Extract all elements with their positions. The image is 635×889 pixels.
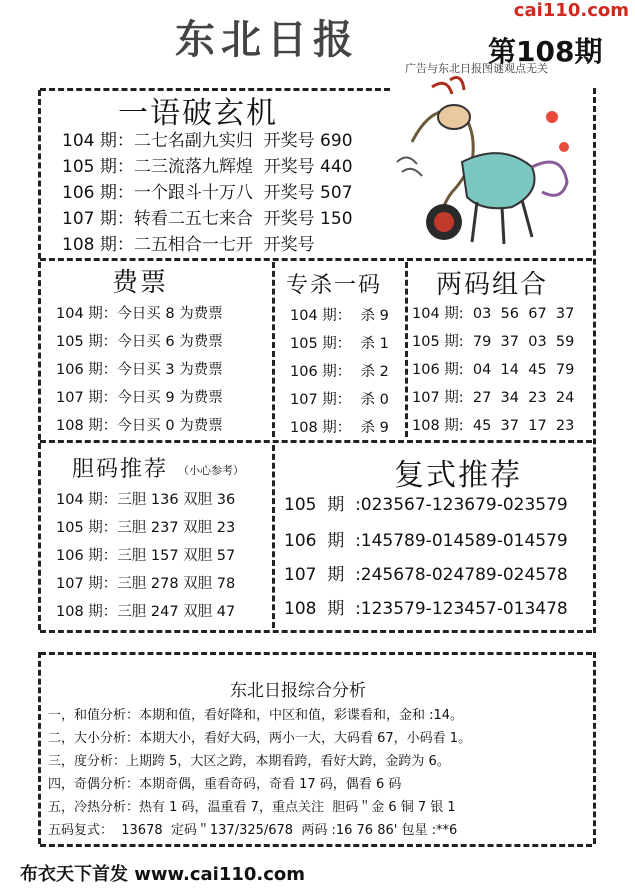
col-divider-2 xyxy=(405,262,408,437)
analysis-row: 四，奇偶分析：本期奇偶，重看奇码，奇看 17 码，偶看 6 码 xyxy=(48,777,402,792)
page-title: 东北日报 xyxy=(175,16,359,63)
col-divider-1 xyxy=(272,262,275,437)
zhuansha-row: 105 期： 杀 1 xyxy=(290,336,389,352)
analysis-row: 一，和值分析：本期和值，看好降和，中区和值，彩谍看和，金和 :14。 xyxy=(48,708,464,723)
analysis-row: 五，冷热分析：热有 1 码，温重看 7，重点关注 胆码＂金 6 铜 7 银 1 xyxy=(48,800,456,815)
yiyu-row: 104 期：二七名副九实归 开奖号 690 xyxy=(62,131,353,151)
danma-row: 104 期：三胆 136 双胆 36 xyxy=(56,492,236,508)
liangma-row: 106 期: 04 14 45 79 xyxy=(412,362,575,378)
analysis-bottom xyxy=(40,844,592,847)
liangma-row: 104 期: 03 56 67 37 xyxy=(412,306,575,322)
fushi-title: 复式推荐 xyxy=(394,458,522,493)
yiyu-row: 105 期：二三流落九辉煌 开奖号 440 xyxy=(62,157,353,177)
yiyu-title: 一语破玄机 xyxy=(118,96,278,131)
zhuansha-row: 104 期： 杀 9 xyxy=(290,308,389,324)
zhuansha-row: 106 期： 杀 2 xyxy=(290,364,389,380)
feipiao-row: 106 期：今日买 3 为费票 xyxy=(56,362,223,378)
frame-left xyxy=(38,90,41,630)
danma-title: 胆码推荐 xyxy=(72,457,169,482)
divider-lower xyxy=(40,440,592,443)
analysis-row: 三，度分析：上期跨 5，大区之跨，本期看跨，看好大跨，金跨为 6。 xyxy=(48,754,450,769)
feipiao-row: 104 期：今日买 8 为费票 xyxy=(56,306,223,322)
analysis-left xyxy=(38,652,41,844)
yiyu-row: 108 期：二五相合一七开 开奖号 xyxy=(62,235,315,255)
feipiao-row: 107 期：今日买 9 为费票 xyxy=(56,390,223,406)
danma-row: 108 期：三胆 247 双胆 47 xyxy=(56,604,236,620)
feipiao-row: 108 期：今日买 0 为费票 xyxy=(56,418,223,434)
yiyu-row: 107 期：转看二五七来合 开奖号 150 xyxy=(62,209,353,229)
analysis-row: 五码复式： 13678 定码＂137/325/678 两码 :16 76 86' 包星 :**6 xyxy=(48,823,458,838)
feipiao-title: 费票 xyxy=(112,268,169,298)
fushi-row: 105 期 :023567-123679-023579 xyxy=(284,495,568,515)
divider-mid xyxy=(40,258,592,261)
zhuansha-row: 107 期： 杀 0 xyxy=(290,392,389,408)
danma-row: 105 期：三胆 237 双胆 23 xyxy=(56,520,236,536)
issue-number: 第108期 xyxy=(488,35,603,68)
divider-bottom xyxy=(40,630,592,633)
feipiao-row: 105 期：今日买 6 为费票 xyxy=(56,334,223,350)
site-watermark[interactable]: cai110.com xyxy=(513,0,629,21)
analysis-right xyxy=(593,652,596,844)
fushi-row: 108 期 :123579-123457-013478 xyxy=(284,599,568,619)
analysis-top xyxy=(40,652,592,655)
zhuansha-title: 专杀一码 xyxy=(286,273,383,298)
liangma-row: 108 期: 45 37 17 23 xyxy=(412,418,575,434)
liangma-row: 105 期: 79 37 03 59 xyxy=(412,334,575,350)
fushi-row: 106 期 :145789-014589-014579 xyxy=(284,531,568,551)
footer-credit: 布衣天下首发 www.cai110.com xyxy=(20,864,306,885)
danma-row: 106 期：三胆 157 双胆 57 xyxy=(56,548,236,564)
analysis-title: 东北日报综合分析 xyxy=(230,681,366,701)
fushi-row: 107 期 :245678-024789-024578 xyxy=(284,565,568,585)
frame-right xyxy=(593,88,596,633)
zhuansha-row: 108 期： 杀 9 xyxy=(290,420,389,436)
disclaimer: 广告与东北日报图谜观点无关 xyxy=(405,62,548,75)
danma-subtitle: （小心参考） xyxy=(178,464,244,477)
liangma-title: 两码组合 xyxy=(436,270,549,300)
liangma-row: 107 期: 27 34 23 24 xyxy=(412,390,575,406)
yiyu-row: 106 期：一个跟斗十万八 开奖号 507 xyxy=(62,183,353,203)
qilin-illustration xyxy=(392,72,582,257)
analysis-row: 二，大小分析：本期大小，看好大码，两小一大，大码看 67，小码看 1。 xyxy=(48,731,472,746)
col-divider-3 xyxy=(272,445,275,628)
danma-row: 107 期：三胆 278 双胆 78 xyxy=(56,576,236,592)
